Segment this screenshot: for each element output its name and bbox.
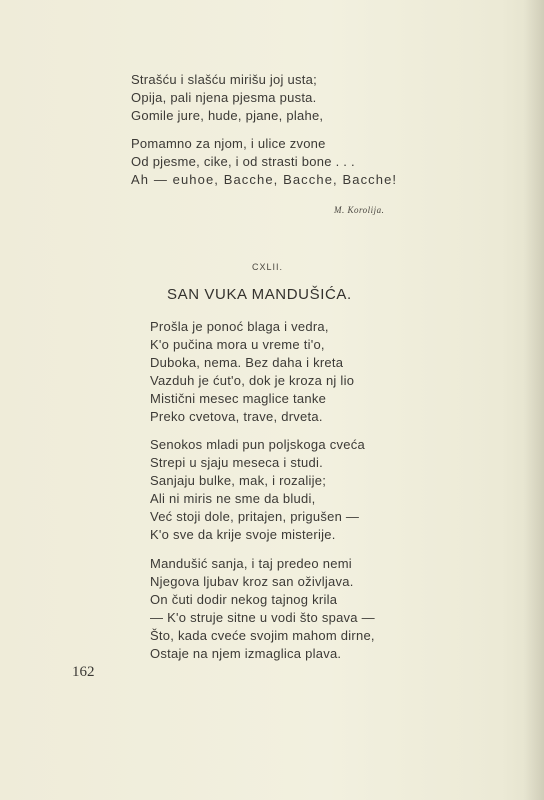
verse-line: Strepi u sjaju meseca i studi. bbox=[150, 455, 323, 470]
verse-line: Opija, pali njena pjesma pusta. bbox=[131, 90, 317, 105]
page-number: 162 bbox=[72, 664, 95, 680]
verse-line: Ostaje na njem izmaglica plava. bbox=[150, 646, 342, 661]
verse-line: Preko cvetova, trave, drveta. bbox=[150, 409, 323, 424]
verse-line: Ah — euhoe, Bacche, Bacche, Bacche! bbox=[131, 172, 398, 187]
verse-line: Njegova ljubav kroz san oživljava. bbox=[150, 574, 354, 589]
poem-number: CXLII. bbox=[252, 262, 284, 272]
verse-line: Ali ni miris ne sme da bludi, bbox=[150, 491, 316, 506]
verse-line: Sanjaju bulke, mak, i rozalije; bbox=[150, 473, 327, 488]
page-spine-shadow bbox=[524, 0, 544, 800]
verse-line: Od pjesme, cike, i od strasti bone . . . bbox=[131, 154, 355, 169]
verse-line: Strašću i slašću mirišu joj usta; bbox=[131, 72, 317, 87]
verse-line: Što, kada cveće svojim mahom dirne, bbox=[150, 628, 375, 643]
verse-line: Mistični mesec maglice tanke bbox=[150, 391, 327, 406]
verse-line: K'o sve da krije svoje misterije. bbox=[150, 527, 336, 542]
poem-author: M. Korolija. bbox=[334, 205, 385, 215]
verse-line: K'o pučina mora u vreme ti'o, bbox=[150, 337, 325, 352]
verse-line: Vazduh je ćut'o, dok je kroza nj lio bbox=[150, 373, 355, 388]
verse-line: Mandušić sanja, i taj predeo nemi bbox=[150, 556, 352, 571]
verse-line: Pomamno za njom, i ulice zvone bbox=[131, 136, 326, 151]
verse-line: Duboka, nema. Bez daha i kreta bbox=[150, 355, 344, 370]
verse-line: On čuti dodir nekog tajnog krila bbox=[150, 592, 338, 607]
verse-line: Već stoji dole, pritajen, prigušen — bbox=[150, 509, 360, 524]
verse-line: — K'o struje sitne u vodi što spava — bbox=[150, 610, 375, 625]
verse-line: Senokos mladi pun poljskoga cveća bbox=[150, 437, 365, 452]
verse-line: Prošla je ponoć blaga i vedra, bbox=[150, 319, 329, 334]
verse-line: Gomile jure, hude, pjane, plahe, bbox=[131, 108, 324, 123]
poem-title: SAN VUKA MANDUŠIĆA. bbox=[167, 286, 352, 303]
